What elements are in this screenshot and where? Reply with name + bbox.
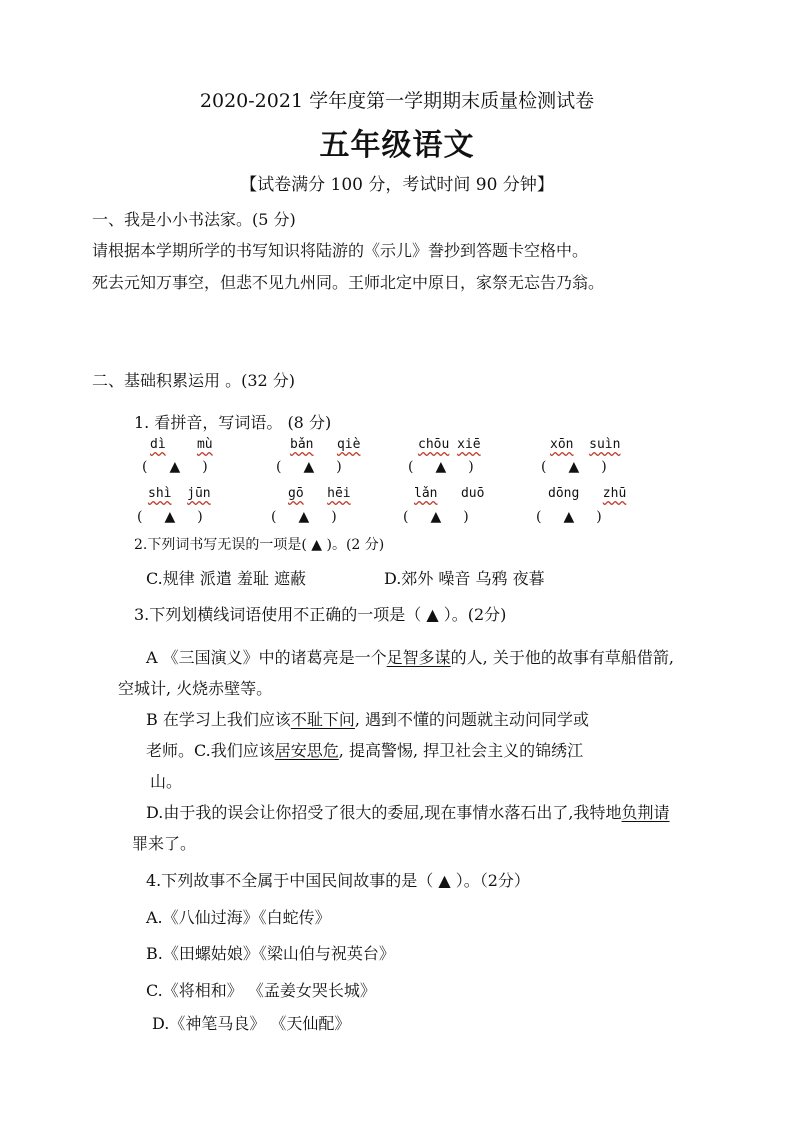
pinyin-item: dì mù (150, 437, 213, 452)
pinyin-item: lǎn duō (414, 486, 485, 501)
answer-box: ( ▲ ) (137, 509, 203, 525)
section1-poem: 死去元知万事空，但悲不见九州同。王师北定中原日，家祭无忘告乃翁。 (92, 273, 605, 292)
q3-option-b: B 在学习上我们应该不耻下问, 遇到不懂的问题就主动问同学或 (146, 710, 590, 729)
pinyin-item: xōn suìn (550, 437, 621, 452)
section1-instruction: 请根据本学期所学的书写知识将陆游的《示儿》誊抄到答题卡空格中。 (92, 241, 589, 260)
section1-heading: 一、我是小小书法家。(5 分) (92, 210, 296, 229)
answer-box: ( ▲ ) (408, 459, 474, 475)
q4-option-d: D.《神笔马良》 《天仙配》 (152, 1014, 351, 1033)
q3-option-d-cont: 罪来了。 (132, 834, 197, 853)
q3-option-a-cont: 空城计, 火烧赤壁等。 (118, 679, 273, 698)
q3-option-c-cont: 山。 (150, 772, 183, 791)
answer-box: ( ▲ ) (541, 459, 607, 475)
q3-option-d: D.由于我的误会让你招受了很大的委屈,现在事情水落石出了,我特地负荆请 (146, 803, 670, 822)
q1-label: 1. 看拼音，写词语。 (8 分) (134, 413, 332, 432)
answer-box: ( ▲ ) (536, 509, 602, 525)
pinyin-item: gō hēi (288, 486, 351, 501)
q3-option-a: A 《三国演义》中的诸葛亮是一个足智多谋的人, 关于他的故事有草船借箭, (146, 648, 674, 667)
pinyin-item: bǎn qiè (290, 437, 361, 452)
q2-option-d: D.郊外 噪音 乌鸦 夜暮 (384, 569, 545, 588)
q4-option-b: B.《田螺姑娘》《梁山伯与祝英台》 (146, 944, 395, 963)
q2-label: 2.下列词书写无误的一项是( ▲ )。(2 分) (134, 537, 385, 553)
q3-option-c: 老师。C.我们应该居安思危, 提高警惕, 捍卫社会主义的锦绣江 (146, 741, 584, 760)
answer-box: ( ▲ ) (142, 459, 208, 475)
answer-box: ( ▲ ) (403, 509, 469, 525)
q4-label: 4.下列故事不全属于中国民间故事的是（ ▲ ）。（2分） (146, 871, 530, 890)
exam-title: 2020-2021 学年度第一学期期末质量检测试卷 (199, 90, 595, 112)
pinyin-item: shì jūn (148, 486, 211, 501)
q4-option-a: A.《八仙过海》《白蛇传》 (146, 908, 331, 927)
section2-heading: 二、基础积累运用 。(32 分) (92, 371, 296, 390)
q2-option-c: C.规律 派遣 羞耻 遮蔽 (146, 569, 307, 588)
pinyin-item: dōng zhū (548, 486, 627, 501)
answer-box: ( ▲ ) (271, 509, 337, 525)
exam-note: 【试卷满分 100 分，考试时间 90 分钟】 (240, 175, 554, 195)
pinyin-item: chōu xiē (418, 437, 481, 452)
subject-title: 五年级语文 (319, 128, 475, 163)
q4-option-c: C.《将相和》 《孟姜女哭长城》 (146, 981, 376, 1000)
answer-box: ( ▲ ) (276, 459, 342, 475)
q3-label: 3.下列划横线词语使用不正确的一项是（ ▲ ）。(2分) (134, 605, 507, 624)
